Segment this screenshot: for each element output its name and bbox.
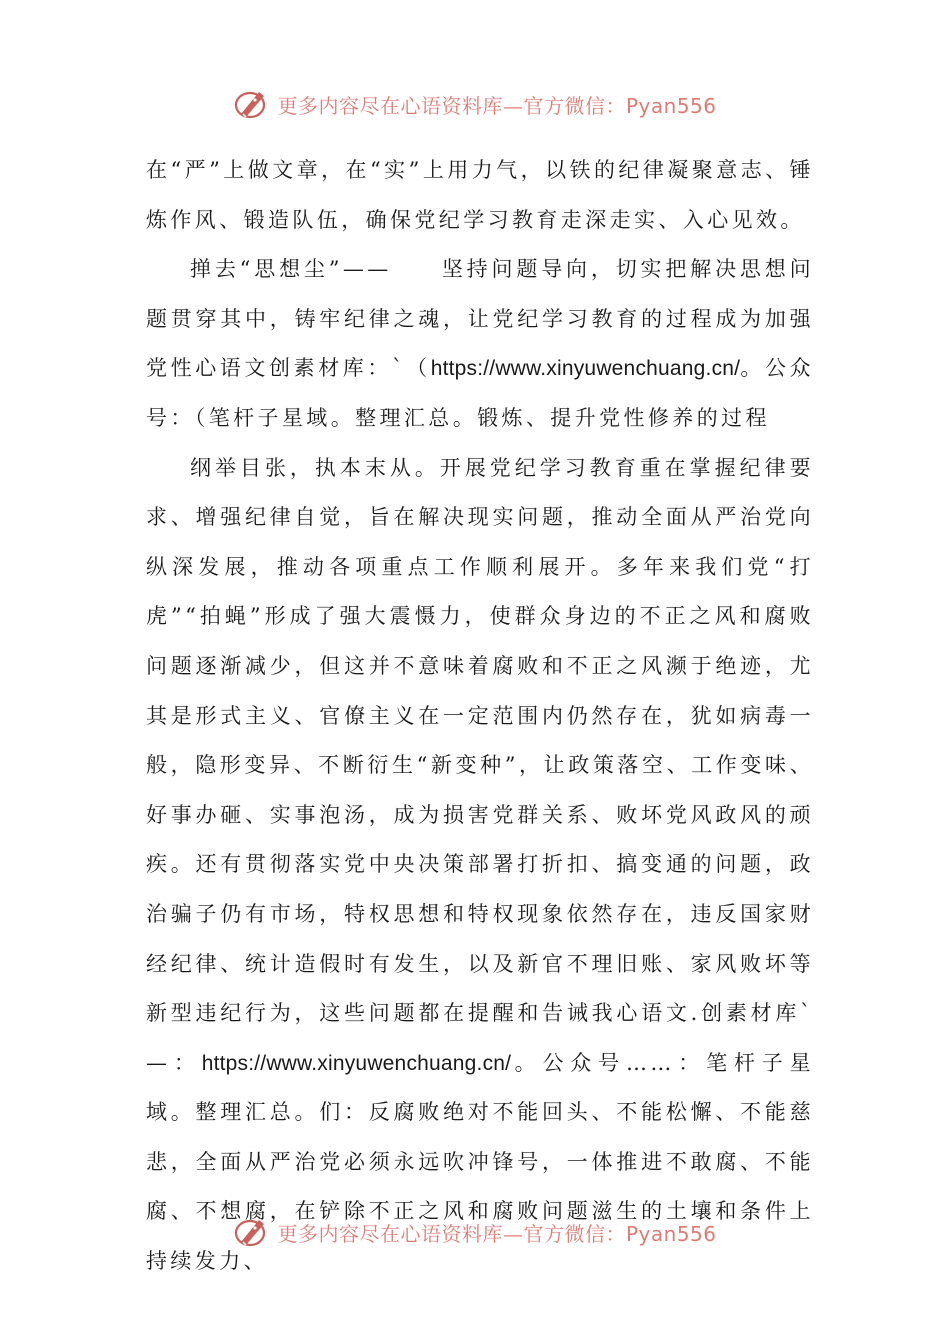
- paragraph-1: 在“严”上做文章，在“实”上用力气，以铁的纪律凝聚意志、锤炼作风、锻造队伍，确保党纪学习教育走深走实、入心见效。: [146, 158, 814, 232]
- website-link[interactable]: https://www.xinyuwenchuang.cn/: [201, 1051, 512, 1075]
- pen-nib-logo-icon: [233, 86, 269, 122]
- header-banner: [0, 82, 950, 126]
- banner-text: 更多内容尽在心语资料库—官方微信：Pyan556: [277, 93, 717, 118]
- paragraph-2: 掸去“思想尘”—— 坚持问题导向，切实把解决思想问题贯穿其中，铸牢纪律之魂，让党纪学习教育的过程成为加强党性心语文创素材库：`（https://www.xinyuwenchuang.cn/。公众号：（笔杆子星域。整理汇总。锻炼、提升党性修养的过程: [146, 257, 814, 430]
- paragraph-3: 纲举目张，执本末从。开展党纪学习教育重在掌握纪律要求、增强纪律自觉，旨在解决现实问题，推动全面从严治党向纵深发展，推动各项重点工作顺利展开。多年来我们党“打虎”“拍蝇”形成了强大震慑力，使群众身边的不正之风和腐败问题逐渐减少，但这并不意味着腐败和不正之风濒于绝迹，尤其是形式主义、官僚主义在一定范围内仍然存在，犹如病毒一般，隐形变异、不断衍生“新变种”，让政策落空、工作变味、好事办砸、实事泡汤，成为损害党群关系、败坏党风政风的顽疾。还有贯彻落实党中央决策部署打折扣、搞变通的问题，政治骗子仍有市场，特权思想和特权现象依然存在，违反国家财经纪律、统计造假时有发生，以及新官不理旧账、家风败坏等新型违纪行为，这些问题都在提醒和告诫我心语文.创素材库`—：https://www.xinyuwenchuang.cn/。公众号……：笔杆子星域。整理汇总。们：反腐败绝对不能回头、不能松懈、不能慈悲，全面从严治党必须永远吹冲锋号，一体推进不敢腐、不能腐、不想腐，在铲除不正之风和腐败问题滋生的土壤和条件上持续发力、: [146, 455, 814, 1274]
- website-link[interactable]: https://www.xinyuwenchuang.cn/: [430, 357, 741, 381]
- document-body: [146, 146, 814, 1287]
- banner-text: 更多内容尽在心语资料库—官方微信：Pyan556: [277, 1221, 717, 1246]
- footer-banner: [0, 1210, 950, 1254]
- pen-nib-logo-icon: [233, 1214, 269, 1250]
